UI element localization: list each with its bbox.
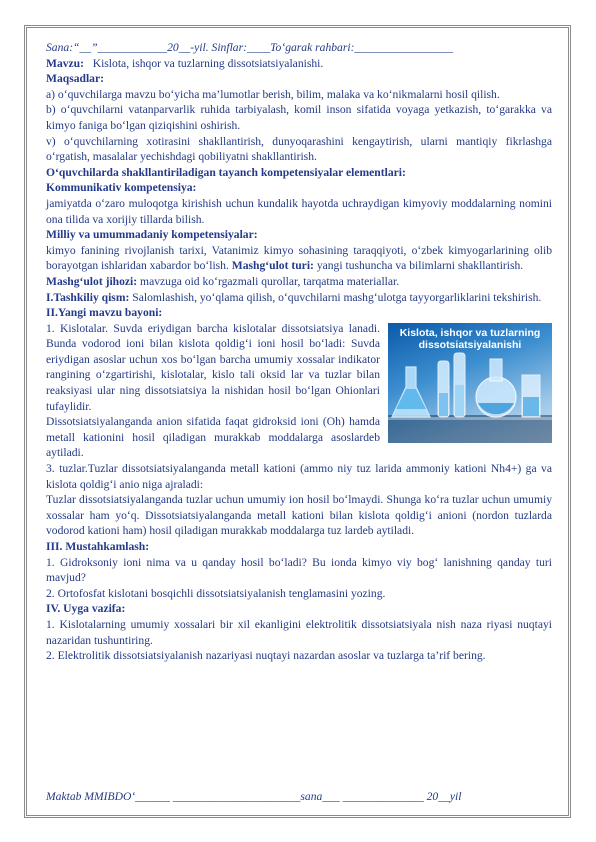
paragraph-bases: Dissotsiatsiyalanganda anion sifatida faqat gidroksid ioni (Oh) hamda metall kationini hosil qiladigan murakkab moddalarga asoslardeb aytiladi. — [46, 415, 380, 460]
question-1: 1. Gidroksoniy ioni nima va u qanday hosil bo‘ladi? Bu ionda kimyo viy bog‘ lanishning qanday turi mavjud? — [46, 555, 552, 585]
comm-text: jamiyatda o‘zaro muloqotga kirishish uchun kundalik hayotda uchraydigan kimyoviy moddalarning nomini ona tilida va xorijiy tillarda bilish. — [46, 196, 552, 226]
org-line — [46, 290, 552, 306]
competence-heading: O‘quvchilarda shakllantiriladigan tayanch kompetensiyalar elementlari: — [46, 165, 406, 179]
footer-line: Maktab MMIBDO‘______ ______________________sana___ ______________ 20__yil — [46, 790, 462, 803]
paragraph-salts-details: Tuzlar dissotsiatsiyalanganda tuzlar uchun umumiy ion hosil bo‘lmaydi. Shunga ko‘ra tuzlar uchun umumiy xossalar ham yo‘q. Dissotsiatsiyalanganda metall kationi bilan kislota qoldig‘i anioni (nordon tuzlarda vodorod kationi ham) hosil qiladigan murakkab moddalarga tuz lardeb aytiladi. — [46, 493, 552, 538]
paragraph-acids: 1. Kislotalar. Suvda eriydigan barcha kislotalar dissotsiatsiya lanadi. Bunda vodorod ioni bilan kislota qoldig‘i ioni hosil bo‘ladi: Suvda eriydigan asoslar uchun xos bo‘lgan barcha umumiy xossalar indikator rangining o‘zgartirishi, kislotalar, kislo tali oksid lar va tuzlar bilan reaksiyasi ular ning dissotsiatsiya la nishidan hosil bo‘lgan Ohionlari tufaylidir. — [46, 321, 380, 413]
national-paragraph — [46, 243, 552, 274]
lesson-type-text: yangi tushuncha va bilimlarni shakllantirish. — [316, 259, 524, 273]
comm-heading: Kommunikativ kompetensiya: — [46, 181, 197, 195]
question-2: 2. Ortofosfat kislotani bosqichli dissotsiatsiyalanish tenglamasini yozing. — [46, 586, 386, 600]
flask-illustration — [388, 323, 552, 443]
lesson-plan — [46, 40, 552, 664]
goal-a: a) o‘quvchilarga mavzu bo‘yicha ma’lumotlar berish, bilim, malaka va ko‘nikmalarni hosil qilish. — [46, 87, 500, 101]
equipment-text: mavzuga oid ko‘rgazmali qurollar, tarqatma materiallar. — [140, 274, 400, 288]
lab-glassware-image — [388, 323, 552, 443]
goals-heading: Maqsadlar: — [46, 72, 104, 86]
national-text: kimyo fanining rivojlanish tarixi, Vatanimiz kimyo sohasining taraqqiyoti, o‘zbek kimyogarlarining olib borayotgan ishlaridan xabardor bo‘lish. — [46, 243, 552, 273]
figure-title: Kislota, ishqor va tuzlarning dissotsiatsiyalanishi — [399, 326, 541, 351]
org-text: Salomlashish, yo‘qlama qilish, o‘quvchilarni mashg‘ulotga tayyorgarliklarini tekshirish. — [132, 290, 542, 304]
homework-1: 1. Kislotalarning umumiy xossalari bir xil ekanligini elektrolitik dissotsiatsiyala nish naza riyasi nuqtayi nazaridan tushuntiring. — [46, 617, 552, 647]
homework-heading: IV. Uyga vazifa: — [46, 602, 126, 616]
equipment-line — [46, 274, 552, 290]
goal-b: b) o‘quvchilarni vatanparvarlik ruhida tarbiyalash, komil inson sifatida voyaga yetkazish, to‘garakka va kimyo faniga bo‘lgan qiziqishini oshirish. — [46, 103, 552, 132]
topic-line — [46, 56, 552, 72]
org-label: I.Tashkiliy qism: — [46, 290, 130, 304]
topic-label: Mavzu: — [46, 56, 84, 70]
explain-heading: II.Yangi mavzu bayoni: — [46, 306, 163, 320]
national-heading: Milliy va umummadaniy kompetensiyalar: — [46, 228, 258, 242]
header-line: Sana:“__”____________20__-yil. Sinflar:____To‘garak rahbari:_________________ — [46, 41, 453, 54]
topic-text: Kislota, ishqor va tuzlarning dissotsiatsiyalanishi. — [92, 56, 324, 70]
equipment-label: Mashg‘ulot jihozi: — [46, 274, 138, 288]
homework-2: 2. Elektrolitik dissotsiatsiyalanish nazariyasi nuqtayi nazardan asoslar va tuzlarga ta’rif bering. — [46, 649, 486, 663]
lesson-type-label: Mashg‘ulot turi: — [231, 259, 314, 273]
reinforce-heading: III. Mustahkamlash: — [46, 540, 150, 553]
paragraph-salts: 3. tuzlar.Tuzlar dissotsiatsiyalanganda metall kationi (ammo niy tuz larida ammoniy kationi Nh4+) ga va kislota qoldig‘i anio niga ajraladi: — [46, 462, 552, 491]
goal-v: v) o‘quvchilarning xotirasini shakllantirish, dunyoqarashini kengaytirish, ularni mantiqiy fikrlashga o‘rgatish, masalalar yechishdagi qobiliyatni shakllantirish. — [46, 134, 552, 164]
